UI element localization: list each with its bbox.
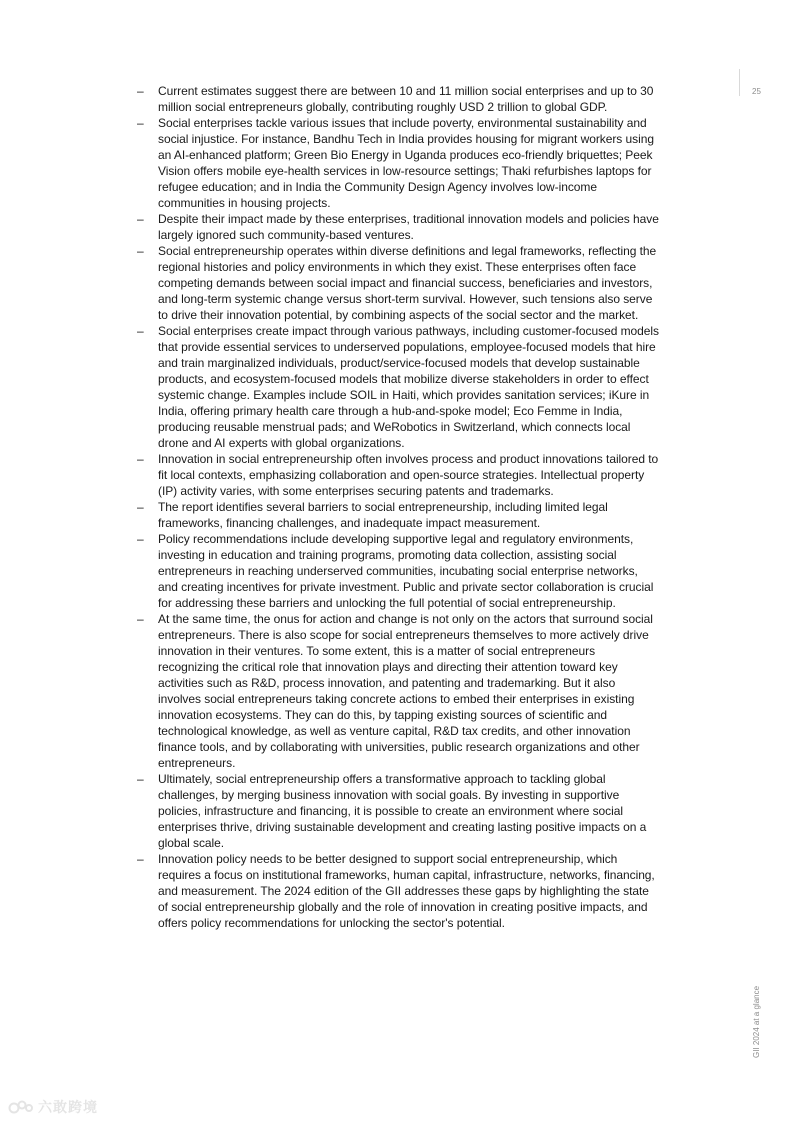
page-body bbox=[137, 83, 659, 931]
watermark-text: 六敢跨境 bbox=[38, 1099, 98, 1115]
summary-bullet-list bbox=[137, 83, 659, 931]
bullet-text: Current estimates suggest there are between 10 and 11 million social enterprises and up to 30 million social entrepreneurs globally, contributing roughly USD 2 trillion to global GDP. bbox=[158, 84, 654, 114]
bullet-text: Social enterprises tackle various issues that include poverty, environmental sustainability and social injustice. For instance, Bandhu Tech in India provides housing for migrant workers using an AI-enhanced platform; Green Bio Energy in Uganda produces eco-friendly briquettes; Peek Vision offers mobile eye-health services in low-resource settings; Thaki refurbishes laptops for refugee education; and in India the Community Design Agency involves low-income communities in housing projects. bbox=[158, 116, 654, 210]
list-item bbox=[137, 211, 659, 243]
list-item bbox=[137, 531, 659, 611]
list-item bbox=[137, 83, 659, 115]
list-item bbox=[137, 771, 659, 851]
bullet-dash: – bbox=[137, 612, 144, 626]
bullet-text: At the same time, the onus for action and change is not only on the actors that surround social entrepreneurs. There is also scope for social entrepreneurs themselves to more actively drive innovation in their ventures. To some extent, this is a matter of social entrepreneurs recognizing the critical role that innovation plays and directing their attention toward key activities such as R&D, process innovation, and patenting and trademarking. But it also involves social entrepreneurs taking concrete actions to embed their enterprises in existing innovation ecosystems. They can do this, by tapping existing sources of scientific and technological knowledge, as well as venture capital, R&D tax credits, and other innovation finance tools, and by collaborating with universities, public research organizations and other entrepreneurs. bbox=[158, 612, 653, 770]
list-item bbox=[137, 451, 659, 499]
bullet-text: Social entrepreneurship operates within diverse definitions and legal frameworks, reflecting the regional histories and policy environments in which they exist. These enterprises often face competing demands between social impact and financial success, beneficiaries and investors, and long-term systemic change versus short-term survival. However, such tensions also serve to drive their innovation potential, by combining aspects of the social sector and the market. bbox=[158, 244, 657, 322]
list-item bbox=[137, 115, 659, 211]
bullet-dash: – bbox=[137, 532, 144, 546]
bullet-dash: – bbox=[137, 324, 144, 338]
list-item bbox=[137, 851, 659, 931]
bullet-text: Ultimately, social entrepreneurship offers a transformative approach to tackling global challenges, by merging business innovation with social goals. By investing in supportive policies, infrastructure and financing, it is possible to create an environment where social enterprises thrive, driving sustainable development and creating lasting positive impacts on a global scale. bbox=[158, 772, 647, 850]
list-item bbox=[137, 243, 659, 323]
bullet-text: Policy recommendations include developing supportive legal and regulatory environments, investing in education and training programs, promoting data collection, assisting social entrepreneurs in reaching underserved communities, incubating social enterprise networks, and creating incentives for private investment. Public and private sector collaboration is crucial for addressing these barriers and unlocking the full potential of social entrepreneurship. bbox=[158, 532, 654, 610]
bullet-text: Despite their impact made by these enterprises, traditional innovation models and policies have largely ignored such community-based ventures. bbox=[158, 212, 659, 242]
bullet-dash: – bbox=[137, 500, 144, 514]
bullet-dash: – bbox=[137, 852, 144, 866]
bullet-text: Innovation policy needs to be better designed to support social entrepreneurship, which requires a focus on institutional frameworks, human capital, infrastructure, networks, financing, and measurement. The 2024 edition of the GII addresses these gaps by highlighting the state of social entrepreneurship globally and the role of innovation in creating positive impacts, and offers policy recommendations for unlocking the sector's potential. bbox=[158, 852, 655, 930]
bullet-dash: – bbox=[137, 116, 144, 130]
list-item bbox=[137, 323, 659, 451]
watermark bbox=[8, 1097, 98, 1117]
page-number: 25 bbox=[752, 87, 761, 96]
bullet-dash: – bbox=[137, 452, 144, 466]
bullet-dash: – bbox=[137, 84, 144, 98]
bullet-dash: – bbox=[137, 772, 144, 786]
list-item bbox=[137, 611, 659, 771]
running-footer-title: GII 2024 at a glance bbox=[752, 985, 761, 1058]
bullet-text: Social enterprises create impact through various pathways, including customer-focused models that provide essential services to underserved populations, employee-focused models that hire and train marginalized individuals, product/service-focused models that develop sustainable products, and ecosystem-focused models that mobilize diverse stakeholders in order to effect systemic change. Examples include SOIL in Haiti, which provides sanitation services; iKure in India, offering primary health care through a hub-and-spoke model; Eco Femme in India, producing reusable menstrual pads; and WeRobotics in Switzerland, which connects local drone and AI experts with global organizations. bbox=[158, 324, 659, 450]
logo-icon bbox=[8, 1099, 34, 1115]
bullet-dash: – bbox=[137, 244, 144, 258]
bullet-dash: – bbox=[137, 212, 144, 226]
header-divider bbox=[739, 69, 740, 96]
bullet-text: Innovation in social entrepreneurship often involves process and product innovations tailored to fit local contexts, emphasizing collaboration and open-source strategies. Intellectual property (IP) activity varies, with some enterprises securing patents and trademarks. bbox=[158, 452, 659, 498]
list-item bbox=[137, 499, 659, 531]
bullet-text: The report identifies several barriers to social entrepreneurship, including limited legal frameworks, financing challenges, and inadequate impact measurement. bbox=[158, 500, 608, 530]
